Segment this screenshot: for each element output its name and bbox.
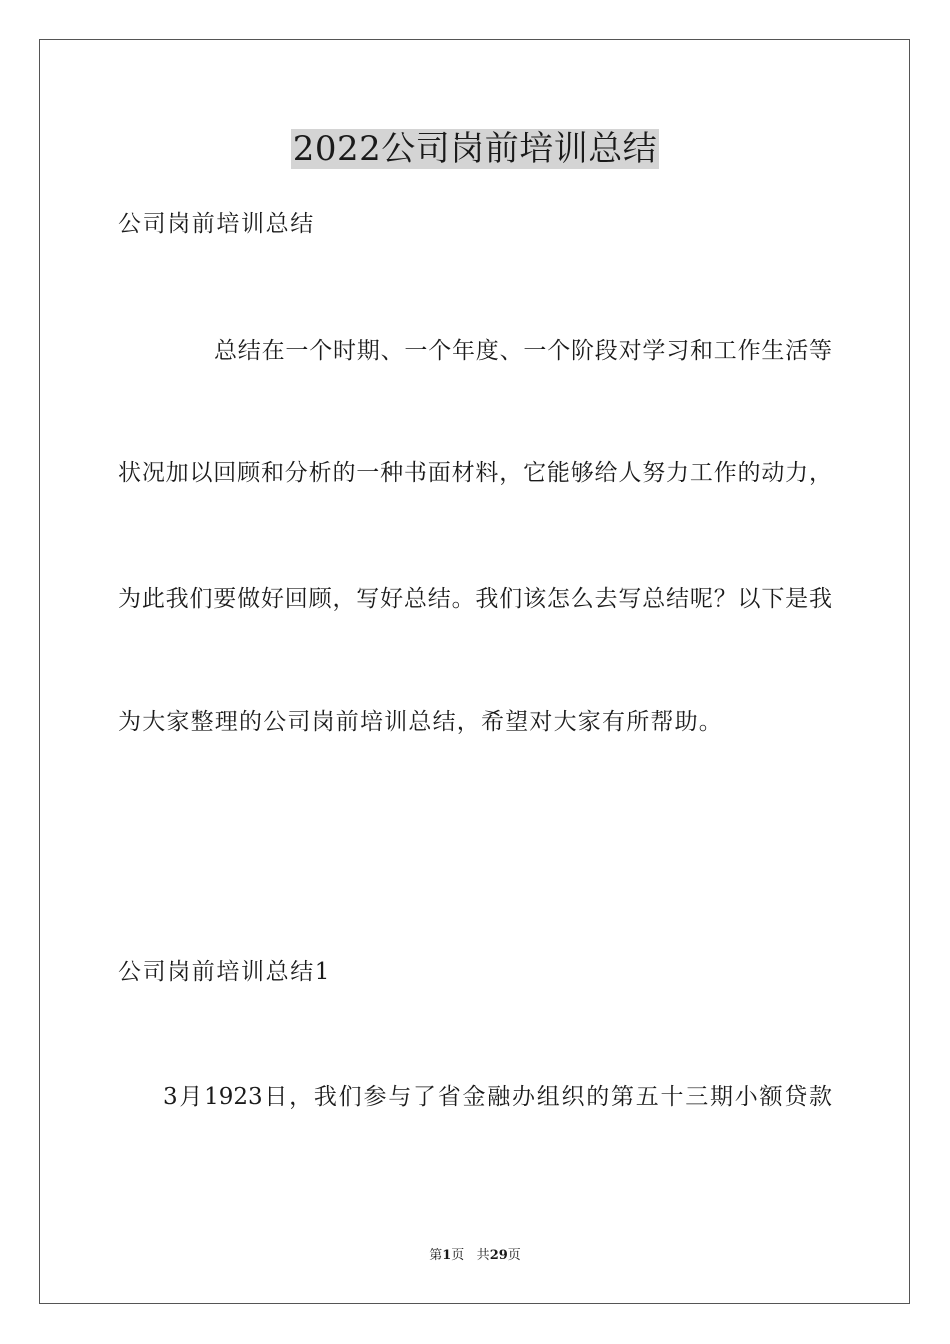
page-footer	[0, 1247, 950, 1265]
intro-paragraph-line-1: 总结在一个时期、一个年度、一个阶段对学习和工作生活等	[214, 338, 832, 364]
footer-page-current: 1	[442, 1248, 452, 1263]
intro-paragraph-line-2: 状况加以回顾和分析的一种书面材料，它能够给人努力工作的动力，	[118, 460, 832, 486]
footer-total-suffix: 页	[507, 1248, 521, 1263]
intro-paragraph-line-3: 为此我们要做好回顾，写好总结。我们该怎么去写总结呢？以下是我	[118, 586, 832, 612]
document-subtitle: 公司岗前培训总结	[118, 211, 315, 237]
footer-page-total: 29	[489, 1248, 508, 1263]
section-heading: 公司岗前培训总结1	[118, 959, 332, 985]
section-paragraph-line-1: 3月1923日，我们参与了省金融办组织的第五十三期小额贷款	[163, 1084, 832, 1110]
document-title-text: 2022公司岗前培训总结	[292, 129, 658, 169]
footer-page-suffix: 页	[451, 1248, 465, 1263]
footer-page-prefix: 第	[429, 1248, 443, 1263]
document-title	[0, 128, 950, 170]
intro-paragraph-line-4: 为大家整理的公司岗前培训总结，希望对大家有所帮助。	[118, 709, 723, 735]
footer-total-prefix: 共	[476, 1248, 490, 1263]
